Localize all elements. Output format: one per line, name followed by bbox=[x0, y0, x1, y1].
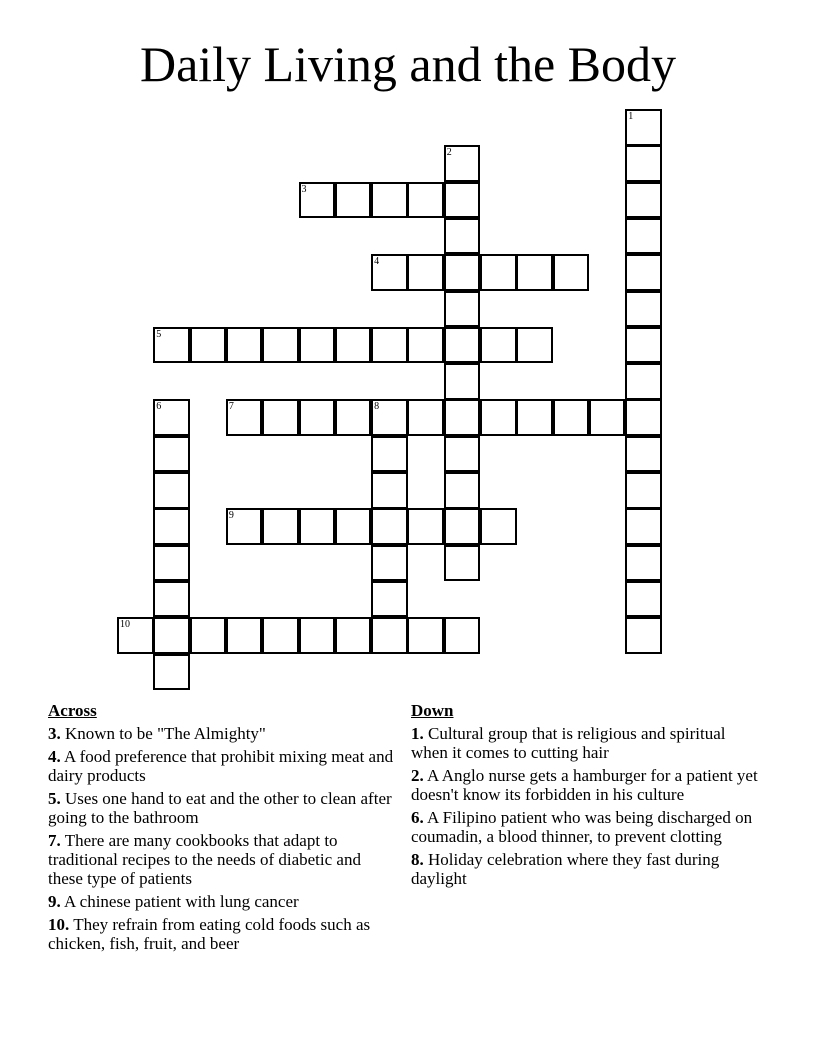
grid-cell[interactable] bbox=[444, 182, 481, 219]
grid-cell[interactable] bbox=[625, 218, 662, 255]
grid-cell[interactable] bbox=[153, 545, 190, 582]
grid-cell[interactable] bbox=[153, 436, 190, 473]
grid-cell[interactable] bbox=[262, 399, 299, 436]
down-clue-6 bbox=[411, 808, 761, 846]
clue-text: A food preference that prohibit mixing meat and dairy products bbox=[48, 747, 394, 785]
grid-cell[interactable] bbox=[444, 363, 481, 400]
grid-cell[interactable] bbox=[480, 508, 517, 545]
grid-cell[interactable] bbox=[153, 581, 190, 618]
grid-cell[interactable] bbox=[516, 254, 553, 291]
grid-cell[interactable] bbox=[226, 617, 263, 654]
across-clue-9 bbox=[48, 892, 398, 911]
clue-text: A Filipino patient who was being discharged on coumadin, a blood thinner, to prevent clotting bbox=[411, 808, 753, 846]
grid-cell[interactable] bbox=[444, 617, 481, 654]
grid-cell[interactable] bbox=[371, 617, 408, 654]
grid-cell[interactable] bbox=[299, 182, 336, 219]
grid-cell[interactable] bbox=[625, 182, 662, 219]
cell-number: 4 bbox=[374, 256, 380, 268]
grid-cell[interactable] bbox=[444, 545, 481, 582]
cell-number: 2 bbox=[446, 147, 452, 159]
grid-cell[interactable] bbox=[444, 291, 481, 328]
grid-cell[interactable] bbox=[190, 617, 227, 654]
cell-number: 3 bbox=[301, 183, 307, 195]
grid-cell[interactable] bbox=[262, 617, 299, 654]
down-clue-1 bbox=[411, 724, 761, 762]
grid-cell[interactable] bbox=[480, 327, 517, 364]
grid-cell[interactable] bbox=[625, 436, 662, 473]
grid-cell[interactable] bbox=[153, 327, 190, 364]
clue-number: 9. bbox=[48, 892, 61, 911]
grid-cell[interactable] bbox=[553, 399, 590, 436]
grid-cell[interactable] bbox=[407, 254, 444, 291]
cell-number: 9 bbox=[228, 510, 234, 522]
down-clue-2 bbox=[411, 766, 761, 804]
clue-number: 7. bbox=[48, 831, 61, 850]
grid-cell[interactable] bbox=[407, 327, 444, 364]
grid-cell[interactable] bbox=[335, 182, 372, 219]
grid-cell[interactable] bbox=[371, 436, 408, 473]
grid-cell[interactable] bbox=[371, 508, 408, 545]
clue-text: They refrain from eating cold foods such as chicken, fish, fruit, and beer bbox=[48, 915, 371, 953]
grid-cell[interactable] bbox=[480, 399, 517, 436]
grid-cell[interactable] bbox=[480, 254, 517, 291]
cell-number: 10 bbox=[120, 619, 130, 631]
grid-cell[interactable] bbox=[444, 472, 481, 509]
cell-number: 7 bbox=[228, 401, 234, 413]
grid-cell[interactable] bbox=[444, 327, 481, 364]
grid-cell[interactable] bbox=[444, 145, 481, 182]
grid-cell[interactable] bbox=[153, 399, 190, 436]
grid-cell[interactable] bbox=[371, 545, 408, 582]
grid-cell[interactable] bbox=[226, 399, 263, 436]
grid-cell[interactable] bbox=[625, 508, 662, 545]
grid-cell[interactable] bbox=[407, 617, 444, 654]
across-clues bbox=[48, 701, 398, 957]
grid-cell[interactable] bbox=[444, 218, 481, 255]
grid-cell[interactable] bbox=[444, 254, 481, 291]
clue-number: 8. bbox=[411, 850, 424, 869]
grid-cell[interactable] bbox=[371, 581, 408, 618]
clue-text: A chinese patient with lung cancer bbox=[60, 892, 299, 911]
clue-number: 2. bbox=[411, 766, 424, 785]
grid-cell[interactable] bbox=[153, 617, 190, 654]
grid-cell[interactable] bbox=[625, 327, 662, 364]
grid-cell[interactable] bbox=[335, 508, 372, 545]
grid-cell[interactable] bbox=[625, 472, 662, 509]
clue-number: 5. bbox=[48, 789, 61, 808]
cell-number: 6 bbox=[156, 401, 162, 413]
grid-cell[interactable] bbox=[516, 399, 553, 436]
grid-cell[interactable] bbox=[516, 327, 553, 364]
grid-cell[interactable] bbox=[371, 182, 408, 219]
across-clue-4 bbox=[48, 747, 398, 785]
grid-cell[interactable] bbox=[226, 508, 263, 545]
grid-cell[interactable] bbox=[335, 617, 372, 654]
grid-cell[interactable] bbox=[153, 472, 190, 509]
down-clues bbox=[411, 701, 761, 892]
clue-number: 1. bbox=[411, 724, 424, 743]
clue-number: 3. bbox=[48, 724, 61, 743]
grid-cell[interactable] bbox=[407, 508, 444, 545]
clue-number: 4. bbox=[48, 747, 61, 766]
grid-cell[interactable] bbox=[299, 508, 336, 545]
grid-cell[interactable] bbox=[444, 508, 481, 545]
down-heading: Down bbox=[411, 701, 454, 720]
grid-cell[interactable] bbox=[589, 399, 626, 436]
grid-cell[interactable] bbox=[262, 508, 299, 545]
grid-cell[interactable] bbox=[625, 581, 662, 618]
grid-cell[interactable] bbox=[407, 399, 444, 436]
grid-cell[interactable] bbox=[335, 399, 372, 436]
grid-cell[interactable] bbox=[625, 291, 662, 328]
clue-text: Holiday celebration where they fast during daylight bbox=[411, 850, 720, 888]
grid-cell[interactable] bbox=[371, 399, 408, 436]
grid-cell[interactable] bbox=[444, 399, 481, 436]
clue-text: There are many cookbooks that adapt to traditional recipes to the needs of diabetic and these type of patients bbox=[48, 831, 361, 888]
grid-cell[interactable] bbox=[625, 363, 662, 400]
clue-text: A Anglo nurse gets a hamburger for a patient yet doesn't know its forbidden in his culture bbox=[411, 766, 758, 804]
grid-cell[interactable] bbox=[625, 617, 662, 654]
grid-cell[interactable] bbox=[625, 545, 662, 582]
grid-cell[interactable] bbox=[371, 327, 408, 364]
grid-cell[interactable] bbox=[262, 327, 299, 364]
grid-cell[interactable] bbox=[153, 508, 190, 545]
clue-number: 10. bbox=[48, 915, 70, 934]
across-clue-7 bbox=[48, 831, 398, 888]
grid-cell[interactable] bbox=[299, 399, 336, 436]
clue-number: 6. bbox=[411, 808, 424, 827]
across-clue-10 bbox=[48, 915, 398, 953]
grid-cell[interactable] bbox=[371, 472, 408, 509]
clue-text: Cultural group that is religious and spiritual when it comes to cutting hair bbox=[411, 724, 726, 762]
grid-cell[interactable] bbox=[444, 436, 481, 473]
grid-cell[interactable] bbox=[625, 109, 662, 146]
grid-cell[interactable] bbox=[299, 327, 336, 364]
page-title: Daily Living and the Body bbox=[139, 36, 677, 92]
grid-cell[interactable] bbox=[190, 327, 227, 364]
down-clue-8 bbox=[411, 850, 761, 888]
grid-cell[interactable] bbox=[625, 254, 662, 291]
grid-cell[interactable] bbox=[335, 327, 372, 364]
grid-cell[interactable] bbox=[407, 182, 444, 219]
across-clue-3 bbox=[48, 724, 398, 743]
grid-cell[interactable] bbox=[153, 654, 190, 691]
grid-cell[interactable] bbox=[371, 254, 408, 291]
grid-cell[interactable] bbox=[625, 399, 662, 436]
grid-cell[interactable] bbox=[226, 327, 263, 364]
grid-cell[interactable] bbox=[625, 145, 662, 182]
cell-number: 8 bbox=[374, 401, 380, 413]
cell-number: 1 bbox=[628, 111, 634, 122]
clue-text: Known to be "The Almighty" bbox=[60, 724, 266, 743]
grid-cell[interactable] bbox=[299, 617, 336, 654]
across-clue-5 bbox=[48, 789, 398, 827]
cell-number: 5 bbox=[156, 328, 162, 340]
across-heading: Across bbox=[48, 701, 97, 720]
grid-cell[interactable] bbox=[117, 617, 154, 654]
grid-cell[interactable] bbox=[553, 254, 590, 291]
clue-text: Uses one hand to eat and the other to clean after going to the bathroom bbox=[48, 789, 392, 827]
